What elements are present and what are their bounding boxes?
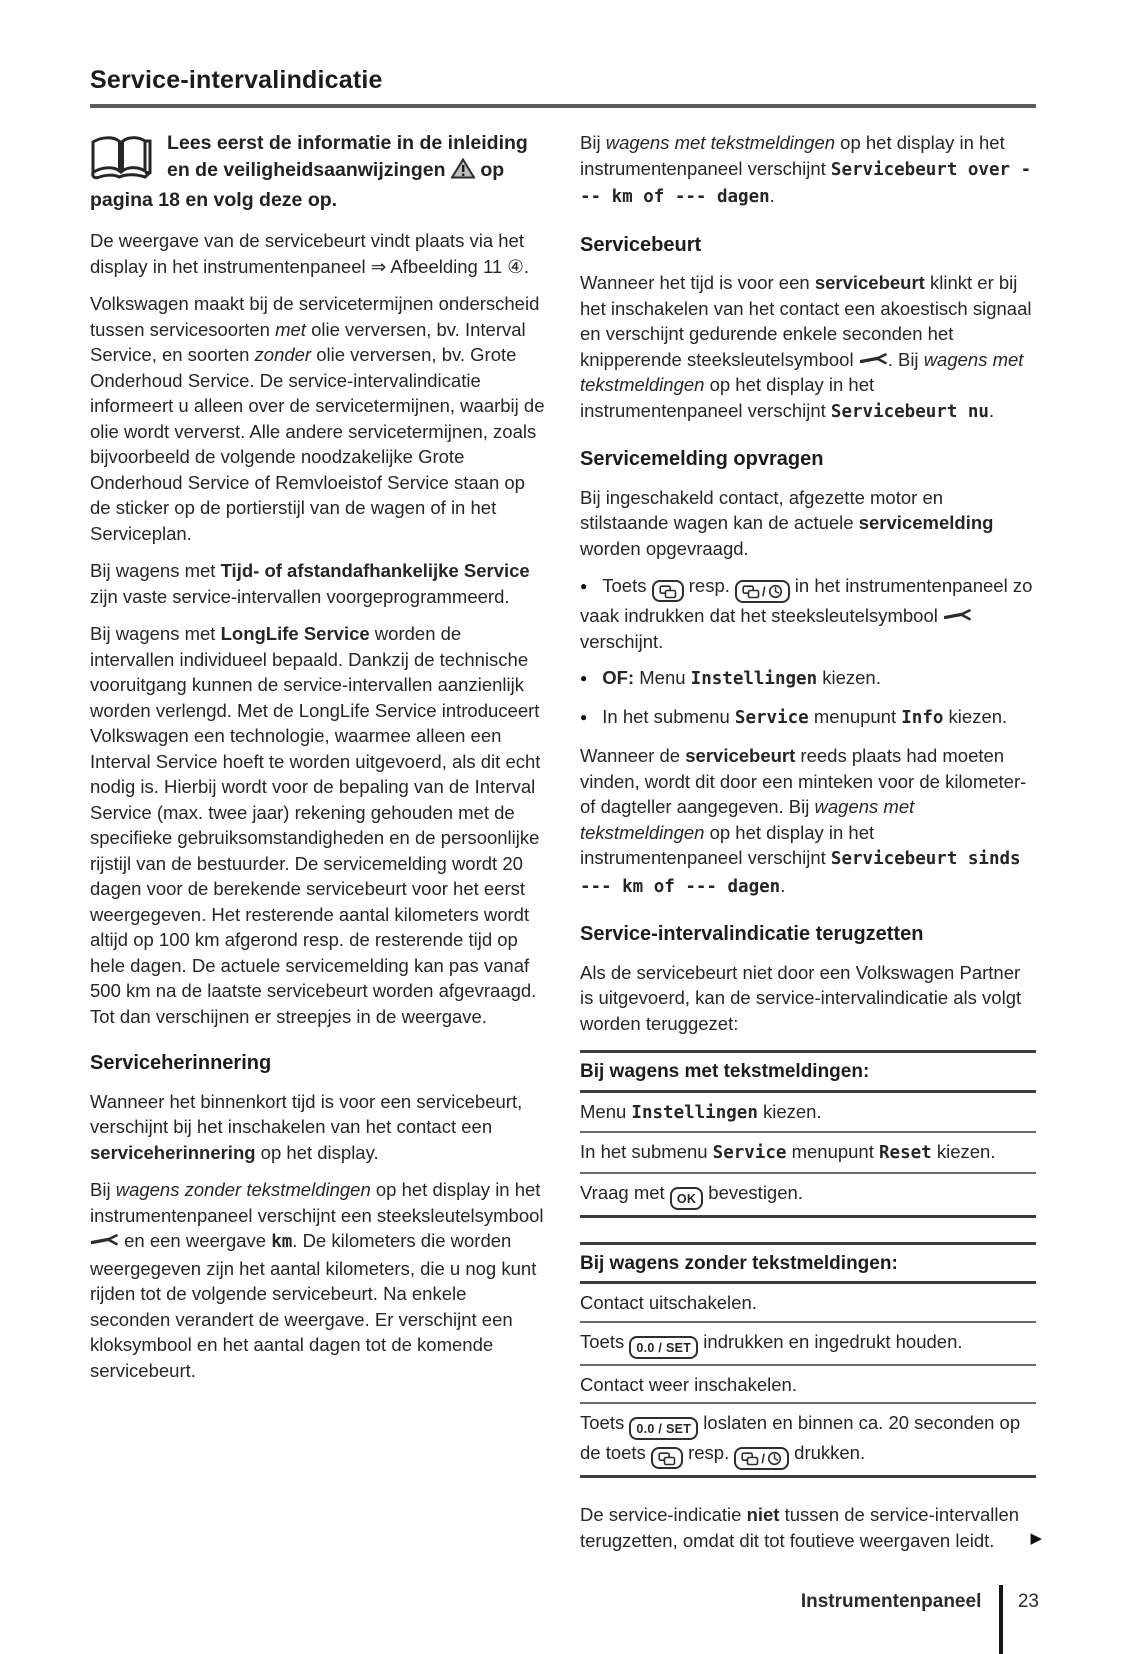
text-run: tussen de service-intervallen terugzetten, omdat dit tot foutieve weergaven leidt. bbox=[580, 1504, 1020, 1551]
trip-display-clock-button-icon bbox=[734, 1447, 789, 1470]
paragraph bbox=[90, 1089, 546, 1166]
text-run: In het submenu bbox=[580, 1141, 713, 1162]
display-code-run: km bbox=[271, 1232, 293, 1252]
intro-note bbox=[90, 130, 546, 214]
bold-run: servicebeurt bbox=[685, 745, 796, 766]
paragraph bbox=[580, 743, 1036, 900]
text-run: Toets bbox=[580, 1412, 630, 1433]
text-run: De weergave van de servicebeurt vindt plaats via het display in het instrumentenpaneel ⇒ Afbeelding 11 ④. bbox=[90, 230, 530, 277]
reset-steps-table-with-text-messages bbox=[580, 1050, 1036, 1218]
paragraph bbox=[580, 130, 1036, 211]
warning-triangle-icon bbox=[451, 158, 475, 187]
text-run: Bij wagens met bbox=[90, 623, 221, 644]
text-run: olie verversen, bv. Grote Onderhoud Service. De service-intervalindicatie informeert u alleen over de servicetermijnen, waarbij de olie wordt ververst. Alle andere servicetermijnen, zoals bijvoorbeeld de volgende noodzakelijke Grote Onderhoud Service of Remvloeistof Service staan op de sticker op de portierstijl van de wagen of in het Serviceplan. bbox=[90, 344, 545, 544]
display-code-run: Servicebeurt nu bbox=[830, 401, 989, 422]
table-row bbox=[580, 1133, 1036, 1174]
text-run: Menu bbox=[580, 1100, 632, 1122]
text-run: . bbox=[780, 874, 786, 896]
ok-button-icon bbox=[670, 1187, 703, 1210]
display-code-run: Servicebeurt over --- km of --- dagen bbox=[580, 159, 1032, 207]
left-column bbox=[90, 128, 546, 1553]
page-footer bbox=[801, 1585, 1039, 1654]
set-button-icon bbox=[629, 1417, 698, 1440]
text-run: menupunt bbox=[786, 1141, 880, 1162]
text-run: loslaten en binnen ca. 20 seconden op de toets bbox=[580, 1412, 1021, 1463]
text-run: kiezen. bbox=[943, 705, 1008, 727]
table-row bbox=[580, 1404, 1036, 1475]
set-button-label: 0.0 / SET bbox=[636, 1340, 692, 1355]
text-run: Wanneer het tijd is voor een bbox=[580, 272, 815, 293]
text-run: resp. bbox=[683, 575, 736, 596]
text-run: Lees eerst de informatie in de inleiding en de veiligheidsaanwijzingen bbox=[167, 132, 528, 181]
display-code-run: Reset bbox=[879, 1143, 932, 1163]
text-run: Wanneer de bbox=[580, 745, 686, 766]
table-row bbox=[580, 1284, 1036, 1323]
paragraph bbox=[90, 558, 546, 609]
trip-display-clock-button-icon bbox=[735, 580, 790, 603]
italic-run: wagens met tekstmeldingen bbox=[580, 796, 915, 843]
text-run: Contact uitschakelen. bbox=[580, 1292, 757, 1313]
page-number: 23 bbox=[1017, 1591, 1039, 1612]
text-run: klinkt er bij het inschakelen van het contact een akoestisch signaal en verschijnt gedurende enkele seconden het knipperende steeksleutelsymbool bbox=[580, 272, 1032, 370]
text-run: in het instrumentenpaneel zo vaak indrukken dat het steeksleutelsymbool bbox=[580, 575, 1033, 626]
bold-run: OF: bbox=[602, 667, 635, 688]
trip-display-button-icon bbox=[652, 580, 684, 602]
table-header: Bij wagens met tekstmeldingen: bbox=[580, 1053, 1036, 1093]
text-run: zijn vaste service-intervallen voorgeprogrammeerd. bbox=[90, 585, 510, 607]
bullet-item bbox=[580, 665, 1036, 693]
bold-run: servicebeurt bbox=[814, 272, 925, 293]
paragraph bbox=[580, 270, 1036, 425]
section-heading: Servicemelding opvragen bbox=[580, 448, 824, 470]
page-title: Service-intervalindicatie bbox=[90, 66, 383, 94]
text-run: Vraag met bbox=[580, 1181, 670, 1203]
text-run: Bij bbox=[580, 132, 606, 153]
text-run: De service-indicatie bbox=[580, 1504, 747, 1525]
italic-run: zonder bbox=[254, 344, 312, 365]
text-run: op het display in het instrumentenpaneel verschijnt bbox=[580, 374, 875, 421]
text-run: kiezen. bbox=[817, 667, 881, 688]
text-run: olie verversen, bv. Interval Service, en soorten bbox=[90, 318, 526, 365]
text-run: op het display in het instrumentenpaneel verschijnt bbox=[580, 132, 1005, 179]
table-header: Bij wagens zonder tekstmeldingen: bbox=[580, 1245, 1036, 1285]
text-run: kiezen. bbox=[757, 1100, 822, 1122]
text-run: Als de servicebeurt niet door een Volkswagen Partner is uitgevoerd, kan de service-intervalindicatie als volgt worden teruggezet: bbox=[580, 961, 1022, 1034]
slash-separator: / bbox=[761, 1451, 766, 1466]
text-run: Toets bbox=[602, 575, 652, 596]
display-code-run: Instellingen bbox=[631, 1102, 758, 1123]
title-rule bbox=[90, 104, 1036, 108]
set-button-label: 0.0 / SET bbox=[636, 1422, 692, 1436]
text-run: drukken. bbox=[789, 1442, 866, 1463]
text-run: Contact weer inschakelen. bbox=[580, 1373, 797, 1395]
page-content bbox=[90, 66, 1042, 1553]
ok-button-label: OK bbox=[676, 1191, 697, 1206]
bold-run: LongLife Service bbox=[220, 623, 370, 644]
italic-run: wagens met tekstmeldingen bbox=[580, 348, 1024, 395]
text-run: indrukken en ingedrukt houden. bbox=[698, 1330, 963, 1352]
table-row bbox=[580, 1366, 1036, 1405]
italic-run: met bbox=[275, 318, 306, 340]
text-run: kiezen. bbox=[931, 1141, 996, 1162]
paragraph bbox=[580, 1502, 1036, 1553]
paragraph bbox=[90, 291, 546, 546]
display-code-run: Service bbox=[712, 1143, 787, 1163]
wrench-icon bbox=[860, 347, 887, 373]
display-code-run: Servicebeurt sinds --- km of --- dagen bbox=[580, 849, 1021, 897]
paragraph bbox=[580, 960, 1036, 1037]
bullet-item bbox=[580, 704, 1036, 732]
table-row bbox=[580, 1174, 1036, 1215]
text-run: Bij wagens met bbox=[90, 560, 221, 581]
set-button-icon bbox=[629, 1336, 698, 1359]
section-heading: Servicebeurt bbox=[580, 233, 702, 256]
text-run: . De kilometers die worden weergegeven zijn het aantal kilometers, die u nog kunt rijden tot de volgende servicebeurt. Na enkele seconden verandert de weergave. Er verschijnt een kloksymbool en het aantal dagen tot de komende servicebeurt. bbox=[90, 1230, 537, 1381]
bold-run: niet bbox=[746, 1504, 780, 1525]
text-run: . bbox=[988, 399, 995, 421]
bullet-dot: ● bbox=[580, 709, 588, 724]
wrench-icon bbox=[91, 1228, 118, 1254]
text-run: resp. bbox=[682, 1442, 735, 1463]
bold-run: Tijd- of afstandafhankelijke Service bbox=[220, 560, 530, 581]
section-heading: Service-intervalindicatie terugzetten bbox=[580, 923, 924, 945]
text-run: bevestigen. bbox=[703, 1181, 803, 1203]
text-run: worden opgevraagd. bbox=[580, 537, 749, 559]
slash-separator: / bbox=[762, 584, 766, 599]
text-run: op het display. bbox=[255, 1141, 379, 1163]
closing-paragraph-wrap bbox=[580, 1502, 1042, 1553]
continue-arrow-icon: ▶ bbox=[1030, 1529, 1042, 1547]
bold-run: serviceherinnering bbox=[90, 1141, 256, 1163]
bullet-item bbox=[580, 573, 1036, 654]
display-code-run: Info bbox=[901, 707, 944, 728]
right-column bbox=[580, 128, 1042, 1553]
open-book-icon bbox=[90, 133, 154, 180]
text-run: Bij ingeschakeld contact, afgezette motor en stilstaande wagen kan de actuele bbox=[580, 486, 944, 533]
text-run: Toets bbox=[580, 1330, 630, 1352]
display-code-run: Service bbox=[734, 707, 809, 728]
text-run: menupunt bbox=[808, 705, 902, 727]
paragraph bbox=[90, 621, 546, 1029]
bullet-dot: ● bbox=[580, 579, 588, 593]
bold-run: servicemelding bbox=[858, 512, 994, 533]
trip-display-button-icon bbox=[651, 1447, 683, 1469]
footer-section-label: Instrumentenpaneel bbox=[800, 1591, 982, 1612]
text-run: Bij bbox=[90, 1179, 116, 1200]
text-run: op het display in het instrumentenpaneel verschijnt bbox=[580, 821, 875, 868]
text-run: op het display in het instrumentenpaneel verschijnt een steeksleutelsymbool bbox=[90, 1179, 544, 1226]
italic-run: wagens met tekstmeldingen bbox=[605, 132, 836, 153]
table-row bbox=[580, 1323, 1036, 1366]
display-code-run: Instellingen bbox=[690, 669, 818, 689]
italic-run: wagens zonder tekstmeldingen bbox=[115, 1179, 371, 1200]
paragraph bbox=[90, 1177, 546, 1383]
table-row bbox=[580, 1093, 1036, 1134]
text-run: en een weergave bbox=[119, 1230, 272, 1251]
text-run: Wanneer het binnenkort tijd is voor een servicebeurt, verschijnt bij het inschakelen van het contact een bbox=[90, 1090, 523, 1137]
wrench-icon bbox=[944, 603, 971, 629]
text-run: . bbox=[769, 185, 775, 206]
bullet-dot: ● bbox=[580, 671, 588, 685]
text-run: op pagina 18 en volg deze op. bbox=[90, 159, 505, 211]
text-run: . Bij bbox=[887, 348, 924, 370]
text-run: verschijnt. bbox=[580, 630, 664, 652]
text-run: Menu bbox=[634, 667, 691, 688]
text-run: Volkswagen maakt bij de servicetermijnen onderscheid tussen servicesoorten bbox=[90, 293, 540, 340]
reset-steps-table-without-text-messages bbox=[580, 1242, 1036, 1479]
text-run: worden de intervallen individueel bepaald. Dankzij de technische vooruitgang kunnen de service-intervallen aanzienlijk worden verlengd. Met de LongLife Service introduceert Volkswagen een technologie, waarmee alleen een Interval Service hoeft te worden uitgevoerd, als dit echt nodig is. Hierbij wordt voor de bepaling van de Interval Service (max. twee jaar) rekening gehouden met de specifieke gebruiksomstandigheden en de persoonlijke rijstijl van de bestuurder. De servicemelding wordt 20 dagen voor de berekende servicebeurt voor het eerst weergegeven. Het resterende aantal kilometers wordt altijd op 100 km afgerond resp. de resterende tijd op hele dagen. De actuele servicemelding kan pas vanaf 500 km na de laatste servicebeurt worden afgevraagd. Tot dan verschijnen er streepjes in de weergave. bbox=[90, 623, 541, 1027]
paragraph bbox=[580, 485, 1036, 562]
text-run: In het submenu bbox=[602, 705, 735, 727]
footer-divider bbox=[999, 1585, 1003, 1654]
paragraph bbox=[90, 228, 546, 279]
text-run: reeds plaats had moeten vinden, wordt dit door een minteken voor de kilometer- of dagteller aangegeven. Bij bbox=[580, 745, 1027, 817]
section-heading: Serviceherinnering bbox=[90, 1052, 272, 1074]
